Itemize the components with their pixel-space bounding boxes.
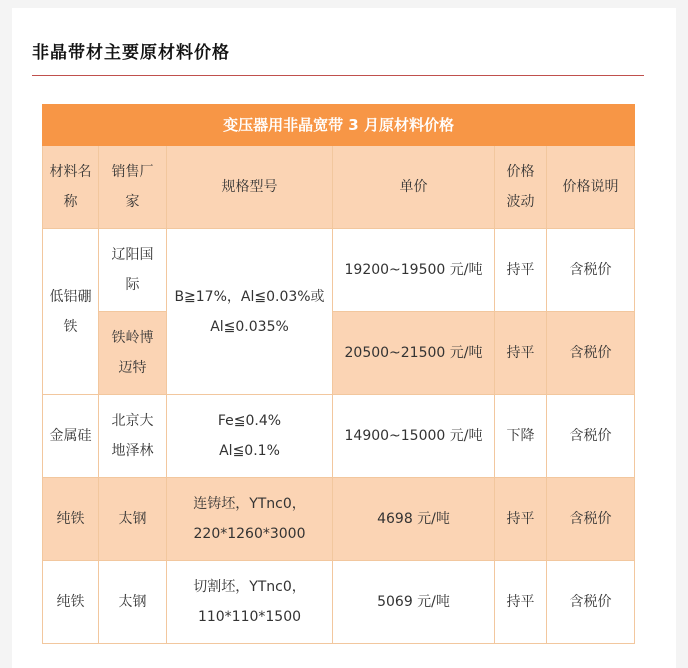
change-cell: 持平 <box>495 561 547 644</box>
note-cell: 含税价 <box>547 229 635 312</box>
price-cell: 20500~21500 元/吨 <box>333 312 495 395</box>
vendor-cell: 铁岭博迈特 <box>99 312 167 395</box>
column-header: 单价 <box>333 146 495 229</box>
title-divider <box>32 75 644 76</box>
column-header: 价格波动 <box>495 146 547 229</box>
table-row <box>43 478 635 561</box>
table-row <box>43 561 635 644</box>
table-header-row <box>43 146 635 229</box>
note-cell: 含税价 <box>547 561 635 644</box>
vendor-cell: 辽阳国际 <box>99 229 167 312</box>
table-row <box>43 312 635 395</box>
spec-cell <box>167 561 333 644</box>
spec-cell: B≧17%，Al≦0.03%或Al≦0.035% <box>167 229 333 395</box>
column-header: 规格型号 <box>167 146 333 229</box>
column-header: 销售厂家 <box>99 146 167 229</box>
spec-line: 110*110*1500 <box>197 609 302 625</box>
price-cell: 4698 元/吨 <box>333 478 495 561</box>
change-cell: 持平 <box>495 478 547 561</box>
spec-cell <box>167 478 333 561</box>
table-caption: 变压器用非晶宽带 3 月原材料价格 <box>43 105 635 146</box>
price-table <box>42 104 635 644</box>
change-cell: 持平 <box>495 312 547 395</box>
spec-line: 连铸坯，YTnc0， <box>193 496 306 512</box>
spec-line: Al≦0.1% <box>219 443 280 459</box>
table-row <box>43 395 635 478</box>
vendor-cell: 太钢 <box>99 561 167 644</box>
column-header: 价格说明 <box>547 146 635 229</box>
page-title: 非晶带材主要原材料价格 <box>32 43 230 63</box>
spec-line: Fe≦0.4% <box>217 413 282 429</box>
article-card <box>12 8 676 668</box>
spec-cell <box>167 395 333 478</box>
vendor-cell: 北京大地泽林 <box>99 395 167 478</box>
price-cell: 14900~15000 元/吨 <box>333 395 495 478</box>
table-caption-row <box>43 105 635 146</box>
spec-line: 切割坯，YTnc0， <box>193 579 306 595</box>
note-cell: 含税价 <box>547 395 635 478</box>
note-cell: 含税价 <box>547 478 635 561</box>
vendor-cell: 太钢 <box>99 478 167 561</box>
material-cell: 纯铁 <box>43 478 99 561</box>
material-cell: 纯铁 <box>43 561 99 644</box>
change-cell: 下降 <box>495 395 547 478</box>
material-cell: 低铝硼铁 <box>43 229 99 395</box>
column-header: 材料名称 <box>43 146 99 229</box>
material-cell: 金属硅 <box>43 395 99 478</box>
change-cell: 持平 <box>495 229 547 312</box>
note-cell: 含税价 <box>547 312 635 395</box>
table-row <box>43 229 635 312</box>
spec-line: 220*1260*3000 <box>193 526 306 542</box>
price-cell: 19200~19500 元/吨 <box>333 229 495 312</box>
price-cell: 5069 元/吨 <box>333 561 495 644</box>
